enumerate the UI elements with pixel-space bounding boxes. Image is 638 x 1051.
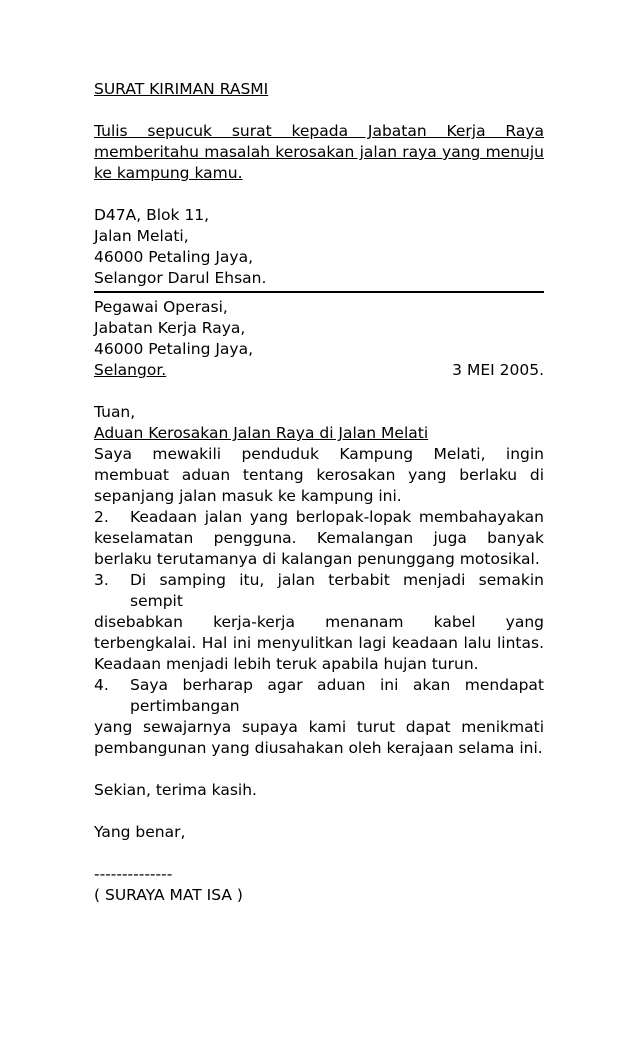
- recipient-date-row: [94, 360, 544, 381]
- recipient-address-line: Jabatan Kerja Raya,: [94, 319, 246, 337]
- paragraph-number: 4.: [94, 676, 109, 694]
- salutation: Tuan,: [94, 403, 136, 421]
- sender-address-line: D47A, Blok 11,: [94, 206, 210, 224]
- paragraph-body: yang sewajarnya supaya kami turut dapat menikmati pembangunan yang diusahakan oleh kerajaan selama ini.: [94, 718, 544, 757]
- recipient-address-line: 46000 Petaling Jaya,: [94, 340, 254, 358]
- paragraph-3: [94, 570, 544, 675]
- paragraph-1: Saya mewakili penduduk Kampung Melati, ingin membuat aduan tentang kerosakan yang berlaku di sepanjang jalan masuk ke kampung ini.: [94, 445, 544, 505]
- sender-address-line: Selangor Darul Ehsan.: [94, 269, 267, 287]
- sender-address: [94, 205, 544, 289]
- paragraph-first-line: Keadaan jalan yang berlopak-lopak membahayakan: [130, 508, 544, 526]
- paragraph-number: 3.: [94, 571, 109, 589]
- signature-line: --------------: [94, 865, 173, 883]
- recipient-address: [94, 297, 544, 381]
- recipient-address-line: Pegawai Operasi,: [94, 298, 228, 316]
- letter-subject: Aduan Kerosakan Jalan Raya di Jalan Melati: [94, 424, 429, 442]
- sender-address-line: 46000 Petaling Jaya,: [94, 248, 254, 266]
- divider-line: [94, 291, 544, 293]
- sign-off: Yang benar,: [94, 823, 186, 841]
- sender-address-line: Jalan Melati,: [94, 227, 189, 245]
- recipient-address-line: Selangor.: [94, 361, 167, 379]
- paragraph-body: keselamatan pengguna. Kemalangan juga banyak berlaku terutamanya di kalangan penunggang motosikal.: [94, 529, 544, 568]
- paragraph-number: 2.: [94, 508, 109, 526]
- letter-title: SURAT KIRIMAN RASMI: [94, 80, 269, 98]
- letter-date: 3 MEI 2005.: [452, 361, 544, 379]
- paragraph-first-line: Saya berharap agar aduan ini akan mendapat pertimbangan: [130, 676, 544, 715]
- paragraph-first-line: Di samping itu, jalan terbabit menjadi semakin sempit: [130, 571, 544, 610]
- paragraph-2: [94, 507, 544, 570]
- closing: Sekian, terima kasih.: [94, 781, 257, 799]
- paragraph-body: disebabkan kerja-kerja menanam kabel yang terbengkalai. Hal ini menyulitkan lagi keadaan lalu lintas. Keadaan menjadi lebih teruk apabila hujan turun.: [94, 613, 544, 673]
- task-instruction: Tulis sepucuk surat kepada Jabatan Kerja Raya memberitahu masalah kerosakan jalan raya yang menuju ke kampung kamu.: [94, 122, 544, 182]
- letter: [94, 79, 544, 906]
- signer-name: ( SURAYA MAT ISA ): [94, 886, 243, 904]
- paragraph-4: [94, 675, 544, 759]
